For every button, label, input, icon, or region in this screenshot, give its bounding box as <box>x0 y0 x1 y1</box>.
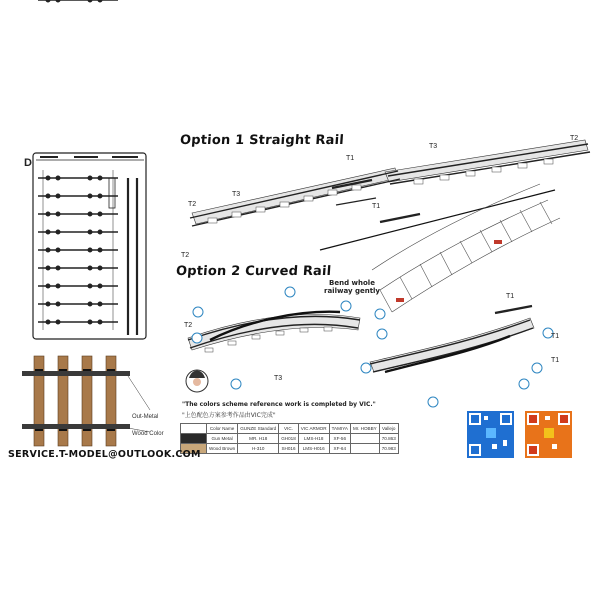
label-t1-d: T1 <box>551 333 560 340</box>
color-swatch <box>181 434 207 444</box>
color-table-header-cell: Mr. HOBBY <box>350 424 379 434</box>
color-table-cell: H-310 <box>238 444 279 454</box>
straight-rail-assembly <box>190 140 590 226</box>
curved-rail-assembly-right <box>370 306 534 372</box>
label-t1-a: T1 <box>346 155 355 162</box>
section-divider <box>320 190 555 250</box>
qr-code-orange <box>525 411 572 458</box>
color-table-header-cell: GUNZE Standard <box>238 424 279 434</box>
curved-rail-assembly-left <box>188 312 360 352</box>
figure-logo <box>186 370 208 392</box>
label-t2-c: T2 <box>181 252 190 259</box>
callout-circles <box>192 287 553 407</box>
outline-label: Out-Metal <box>132 414 159 420</box>
color-table-cell: MR. H18 <box>238 434 279 444</box>
curved-rail-top-view <box>372 184 560 312</box>
color-note-cn: "上色配色方案参考作品由VIC完成" <box>182 412 276 419</box>
color-table-cell: 70.983 <box>379 444 398 454</box>
color-table-cell: LMS-H18 <box>298 434 329 444</box>
color-table-cell: XF-56 <box>329 434 350 444</box>
sprue-sleepers <box>38 0 118 330</box>
label-t1-c: T1 <box>506 293 515 300</box>
label-t1-b: T1 <box>372 203 381 210</box>
color-table-header-cell: VIC. <box>279 424 299 434</box>
color-table-header-cell: Vallejo <box>379 424 398 434</box>
color-table-cell: 70.863 <box>379 434 398 444</box>
color-table-swatch-head <box>181 424 207 434</box>
contact-email[interactable]: SERVICE.T-MODEL@OUTLOOK.COM <box>8 449 201 460</box>
color-table-cell <box>350 434 379 444</box>
color-table-cell: XF-64 <box>329 444 350 454</box>
color-table-header-cell: TAMIYA <box>329 424 350 434</box>
bend-note-line2: railway gently <box>324 287 380 295</box>
label-t1-e: T1 <box>551 357 560 364</box>
qr-code-blue <box>467 411 514 458</box>
color-table-cell: Gun Metal <box>207 434 238 444</box>
color-table-header-cell: VIC ARMOR <box>298 424 329 434</box>
color-table <box>180 423 399 454</box>
color-table-row <box>181 444 399 454</box>
label-t3-b: T3 <box>232 191 241 198</box>
label-t2-b: T2 <box>188 201 197 208</box>
color-note-en: "The colors scheme reference work is completed by VIC." <box>182 401 376 408</box>
label-t2-a: T2 <box>570 135 579 142</box>
color-table-cell <box>350 444 379 454</box>
option2-title: Option 2 Curved Rail <box>175 264 332 279</box>
bend-note <box>324 279 380 295</box>
wood-label: Wood Color <box>132 431 164 437</box>
label-t2-d: T2 <box>184 322 193 329</box>
color-table-header-cell: Color Name <box>207 424 238 434</box>
sprue-letter: D <box>24 157 32 169</box>
color-table-cell: SH016 <box>279 444 299 454</box>
color-table-row <box>181 434 399 444</box>
bend-note-line1: Bend whole <box>329 279 375 287</box>
color-table-cell: Wood Brown <box>207 444 238 454</box>
label-t3-a: T3 <box>429 143 438 150</box>
color-table-cell: LMS-H016 <box>298 444 329 454</box>
color-table-cell: GH018 <box>279 434 299 444</box>
color-table-header <box>181 424 399 434</box>
wood-track-illustration <box>22 356 150 446</box>
label-t3-c: T3 <box>274 375 283 382</box>
option1-title: Option 1 Straight Rail <box>179 133 345 148</box>
